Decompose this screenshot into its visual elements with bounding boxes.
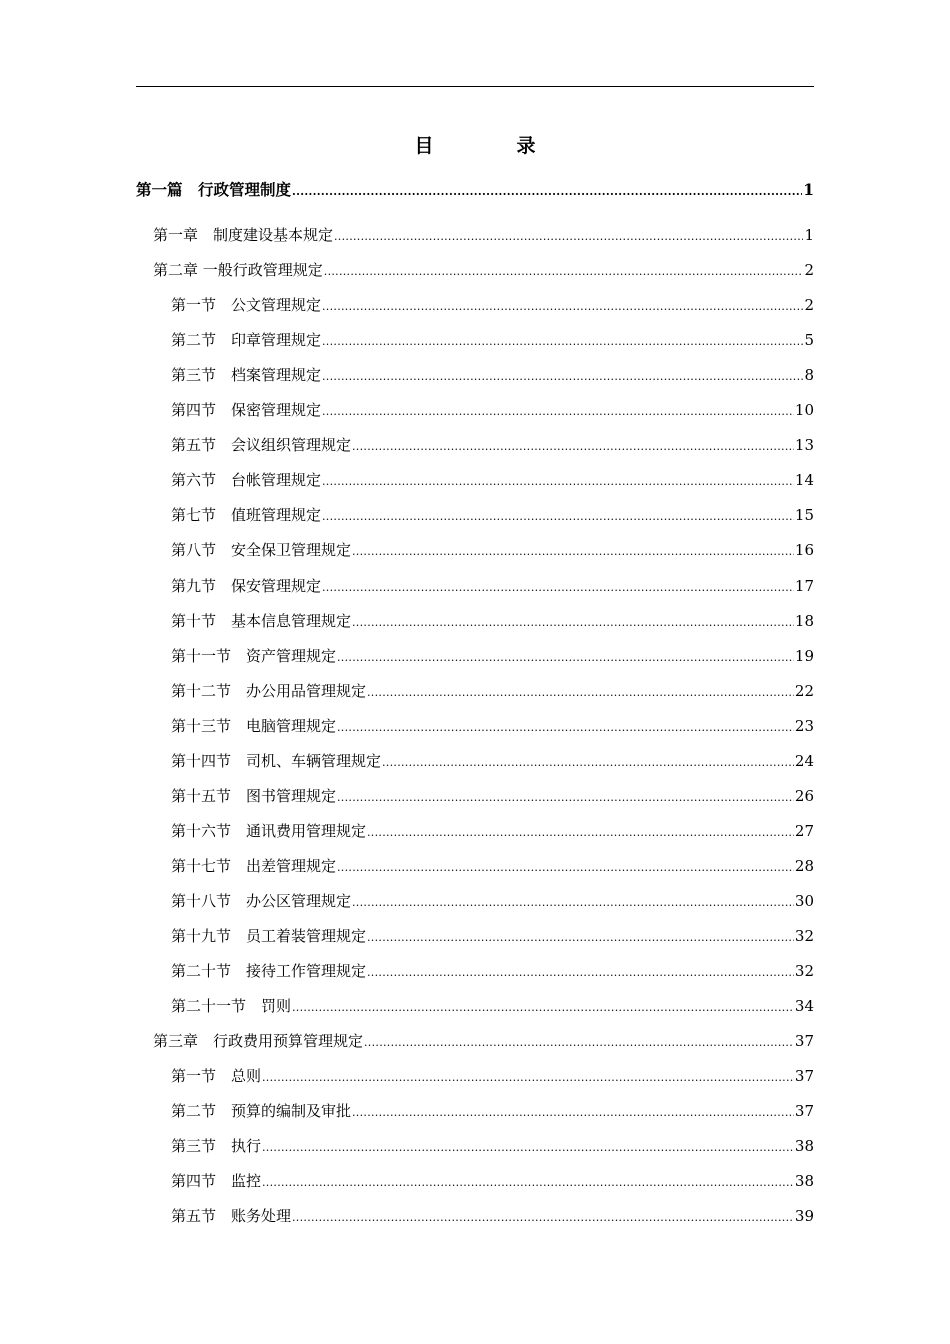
toc-dot-leader	[322, 506, 794, 528]
toc-entry-page-number: 30	[794, 891, 814, 910]
toc-entry[interactable]	[171, 329, 814, 351]
toc-dot-leader	[292, 997, 794, 1019]
toc-dot-leader	[337, 857, 794, 879]
toc-entry-label: 第十六节 通讯费用管理规定	[171, 821, 367, 840]
toc-dot-leader	[352, 612, 794, 634]
toc-entry-label: 第十一节 资产管理规定	[171, 646, 337, 665]
toc-entry[interactable]	[171, 995, 814, 1017]
toc-entry[interactable]	[171, 750, 814, 772]
toc-entry[interactable]	[171, 1135, 814, 1157]
toc-entry[interactable]	[171, 960, 814, 982]
toc-entry[interactable]	[171, 610, 814, 632]
toc-entry-label: 第七节 值班管理规定	[171, 506, 322, 525]
toc-dot-leader	[322, 366, 803, 388]
toc-entry-page-number: 15	[794, 506, 814, 525]
toc-entry-label: 第二节 预算的编制及审批	[171, 1102, 352, 1121]
toc-entry-page-number: 18	[794, 611, 814, 630]
toc-entry[interactable]	[171, 539, 814, 561]
toc-entry-page-number: 34	[794, 997, 814, 1016]
toc-entry[interactable]	[171, 1065, 814, 1087]
toc-entry-page-number: 16	[794, 541, 814, 560]
toc-entry-page-number: 1	[803, 180, 814, 199]
toc-entry[interactable]	[171, 1205, 814, 1227]
toc-entry-label: 第十二节 办公用品管理规定	[171, 681, 367, 700]
toc-dot-leader	[352, 541, 794, 563]
toc-entry-page-number: 28	[794, 856, 814, 875]
toc-entry-label: 第五节 会议组织管理规定	[171, 436, 352, 455]
toc-dot-leader	[364, 1032, 794, 1054]
toc-entry-label: 第三章 行政费用预算管理规定	[153, 1032, 364, 1051]
toc-entry[interactable]	[171, 469, 814, 491]
toc-dot-leader	[367, 962, 794, 984]
toc-entry[interactable]	[171, 680, 814, 702]
toc-entry-page-number: 2	[804, 261, 814, 280]
toc-entry-page-number: 32	[794, 962, 814, 981]
toc-dot-leader	[292, 1207, 794, 1229]
toc-entry-page-number: 38	[794, 1172, 814, 1191]
toc-entry-label: 第十节 基本信息管理规定	[171, 611, 352, 630]
toc-entry-label: 第十五节 图书管理规定	[171, 786, 337, 805]
toc-entry[interactable]	[171, 1170, 814, 1192]
toc-dot-leader	[352, 436, 794, 458]
toc-dot-leader	[322, 577, 794, 599]
toc-entry-page-number: 37	[794, 1067, 814, 1086]
toc-entry-label: 第十四节 司机、车辆管理规定	[171, 751, 382, 770]
toc-entry-label: 第四节 保密管理规定	[171, 401, 322, 420]
toc-entry-label: 第一节 总则	[171, 1067, 262, 1086]
toc-entry[interactable]	[153, 224, 814, 246]
toc-entry-label: 第二十节 接待工作管理规定	[171, 962, 367, 981]
toc-entry[interactable]	[171, 575, 814, 597]
toc-dot-leader	[262, 1172, 794, 1194]
toc-entry-label: 第十八节 办公区管理规定	[171, 891, 352, 910]
toc-entry[interactable]	[171, 645, 814, 667]
toc-entry-label: 第十九节 员工着装管理规定	[171, 927, 367, 945]
toc-entry-page-number: 38	[794, 1137, 814, 1156]
toc-entry-page-number: 22	[794, 681, 814, 700]
toc-dot-leader	[352, 1102, 794, 1124]
toc-entry-page-number: 14	[794, 471, 814, 490]
toc-entry-label: 第十三节 电脑管理规定	[171, 716, 337, 735]
toc-entry-label: 第三节 档案管理规定	[171, 366, 322, 385]
toc-entry[interactable]	[171, 294, 814, 316]
toc-entry-page-number: 24	[794, 751, 814, 770]
toc-dot-leader	[262, 1067, 794, 1089]
toc-entry-label: 第一节 公文管理规定	[171, 296, 322, 315]
toc-entry-page-number: 1	[804, 226, 814, 244]
toc-entry-label: 第十七节 出差管理规定	[171, 856, 337, 875]
toc-entry-label: 第二十一节 罚则	[171, 997, 292, 1016]
toc-entry-label: 第五节 账务处理	[171, 1207, 292, 1226]
toc-entry[interactable]	[171, 364, 814, 386]
toc-entry-label: 第二章 一般行政管理规定	[153, 261, 323, 280]
toc-entry-page-number: 37	[794, 1032, 814, 1051]
toc-dot-leader	[292, 181, 802, 203]
toc-dot-leader	[352, 892, 794, 914]
toc-entry[interactable]	[171, 504, 814, 526]
toc-dot-leader	[324, 261, 804, 283]
toc-entry[interactable]	[153, 1030, 814, 1052]
toc-dot-leader	[322, 331, 803, 353]
toc-entry-label: 第六节 台帐管理规定	[171, 471, 322, 490]
toc-title: 目 录	[414, 135, 568, 157]
toc-entry[interactable]	[171, 785, 814, 807]
toc-entry-page-number: 26	[794, 786, 814, 805]
toc-entry[interactable]	[171, 434, 814, 456]
toc-entry[interactable]	[171, 715, 814, 737]
toc-entry-page-number: 5	[804, 331, 814, 350]
toc-dot-leader	[322, 401, 794, 423]
toc-entry-label: 第四节 监控	[171, 1172, 262, 1191]
toc-entry-label: 第一篇 行政管理制度	[136, 180, 292, 199]
toc-entry-page-number: 39	[794, 1207, 814, 1226]
toc-entry[interactable]	[171, 855, 814, 877]
toc-entry-page-number: 10	[794, 401, 814, 420]
toc-entry-label: 第九节 保安管理规定	[171, 576, 322, 595]
toc-dot-leader	[337, 717, 794, 739]
toc-dot-leader	[334, 226, 803, 248]
toc-entry-page-number: 8	[804, 366, 814, 385]
toc-entry[interactable]	[171, 925, 814, 947]
toc-entry-page-number: 32	[794, 927, 814, 945]
toc-entry[interactable]	[171, 399, 814, 421]
toc-entry-page-number: 19	[794, 646, 814, 665]
toc-entry-page-number: 17	[794, 576, 814, 595]
toc-entry[interactable]	[171, 820, 814, 842]
toc-entry-label: 第三节 执行	[171, 1137, 262, 1156]
toc-entry[interactable]	[171, 890, 814, 912]
toc-entry[interactable]	[136, 179, 814, 201]
toc-dot-leader	[367, 927, 794, 949]
toc-dot-leader	[322, 296, 803, 318]
toc-dot-leader	[367, 682, 794, 704]
toc-entry-page-number: 13	[794, 436, 814, 455]
toc-entry-page-number: 37	[794, 1102, 814, 1121]
toc-entry-page-number: 23	[794, 716, 814, 735]
toc-entry-label: 第一章 制度建设基本规定	[153, 226, 334, 244]
toc-entry-label: 第八节 安全保卫管理规定	[171, 541, 352, 560]
toc-dot-leader	[322, 471, 794, 493]
toc-entry[interactable]	[153, 259, 814, 281]
toc-dot-leader	[262, 1137, 794, 1159]
toc-entry[interactable]	[171, 1100, 814, 1122]
toc-dot-leader	[367, 822, 794, 844]
toc-entry-page-number: 27	[794, 821, 814, 840]
toc-dot-leader	[337, 787, 794, 809]
toc-entry-label: 第二节 印章管理规定	[171, 331, 322, 350]
toc-entry-page-number: 2	[804, 296, 814, 315]
toc-dot-leader	[337, 647, 794, 669]
toc-dot-leader	[382, 752, 794, 774]
